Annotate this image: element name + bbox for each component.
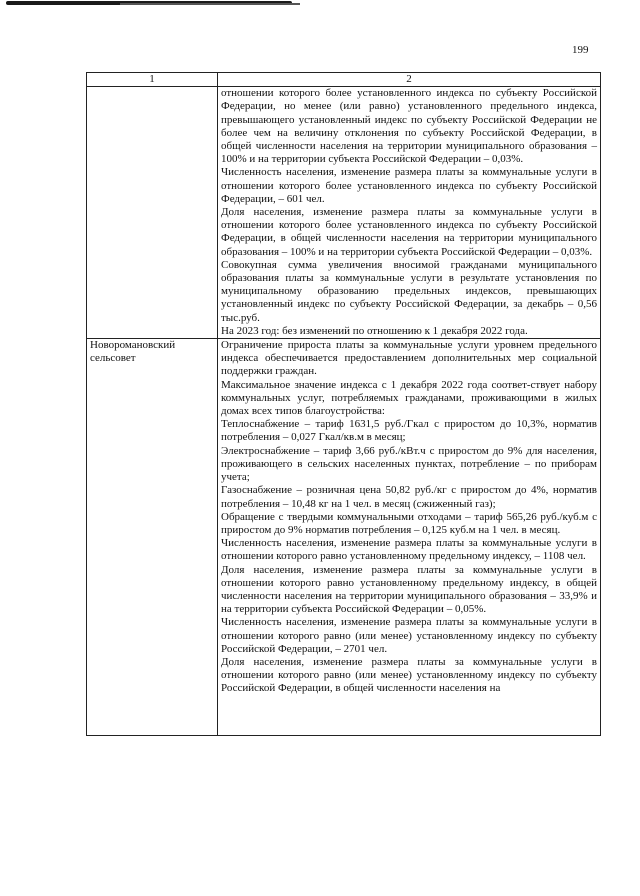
paragraph: Электроснабжение – тариф 3,66 руб./кВт.ч с приростом до 9% для населения, проживающего в сельских населенных пунктах, потребление – по приборам учета;	[221, 444, 597, 484]
description-cell	[218, 87, 601, 339]
paragraph: Теплоснабжение – тариф 1631,5 руб./Гкал с приростом до 10,3%, норматив потребления – 0,027 Гкал/кв.м в месяц;	[221, 418, 597, 444]
paragraph: Ограничение прироста платы за коммунальные услуги уровнем предельного индекса обеспечивается предоставлением дополнительных мер социальной поддержки граждан.	[221, 339, 597, 378]
table-row	[87, 339, 601, 736]
paragraph: На 2023 год: без изменений по отношению к 1 декабря 2022 года.	[221, 324, 528, 337]
paragraph: Максимальное значение индекса с 1 декабря 2022 года соответ-ствует набору коммунальных услуг, потребляемых гражданами, проживающими в жилых домах всех типов благоустройства:	[221, 378, 597, 418]
paragraph: Совокупная сумма увеличения вносимой гражданами муниципального образования платы за коммунальные услуги в результате установления по муниципальному образованию предельных индексов, превышающих установленный индекс по субъекту Российской Федерации, за декабрь – 0,56 тыс.руб.	[221, 258, 597, 324]
paragraph: Обращение с твердыми коммунальными отходами – тариф 565,26 руб./куб.м с приростом до 9% норматив потребления – 0,125 куб.м на 1 чел. в месяц.	[221, 510, 597, 536]
page-number: 199	[572, 44, 589, 56]
column-header-2: 2	[218, 73, 601, 87]
table-row	[87, 87, 601, 339]
municipality-name-cell	[87, 87, 218, 339]
column-header-1: 1	[87, 73, 218, 87]
paragraph: Доля населения, изменение размера платы за коммунальные услуги в отношении которого равно (или менее) установленному индексу по субъекту Российской Федерации, в общей численности населения на	[221, 655, 597, 695]
document-table	[86, 72, 601, 736]
paragraph: Численность населения, изменение размера платы за коммунальные услуги в отношении которого равно установленному предельному индексу, – 1108 чел.	[221, 537, 597, 563]
paragraph: Численность населения, изменение размера платы за коммунальные услуги в отношении которого более установленного индекса по субъекту Российской Федерации, – 601 чел.	[221, 166, 597, 205]
table-header-row	[87, 73, 601, 87]
paragraph: Доля населения, изменение размера платы за коммунальные услуги в отношении которого равно установленному предельному индексу, в общей численности населения на территории муниципального образования – 33,9% и на территории субъекта Российской Федерации – 0,05%.	[221, 563, 597, 616]
description-cell	[218, 339, 601, 736]
paragraph: отношении которого более установленного индекса по субъекту Российской Федерации, но менее (или равно) установленного предельного индекса, превышающего установленный индекс по субъекту Российской Федерации не более чем на величину отклонения по субъекту Российской Федерации, в общей численности населения на территории муниципального образования – 100% и на территории субъекта Российской Федерации – 0,03%.	[221, 87, 597, 166]
paragraph: Численность населения, изменение размера платы за коммунальные услуги в отношении которого равно (или менее) установленному индексу по субъекту Российской Федерации, – 2701 чел.	[221, 616, 597, 655]
paragraph: Доля населения, изменение размера платы за коммунальные услуги в отношении которого более установленного индекса по субъекту Российской Федерации, в общей численности населения на территории муниципального образования – 100% и на территории субъекта Российской Федерации – 0,03%.	[221, 206, 597, 258]
paragraph: Газоснабжение – розничная цена 50,82 руб./кг с приростом до 4%, норматив потребления – 10,48 кг на 1 чел. в месяц (сжиженный газ);	[221, 484, 597, 510]
scan-edge-mark-2	[120, 3, 300, 5]
municipality-name-cell: Новоромановский сельсовет	[87, 339, 218, 736]
